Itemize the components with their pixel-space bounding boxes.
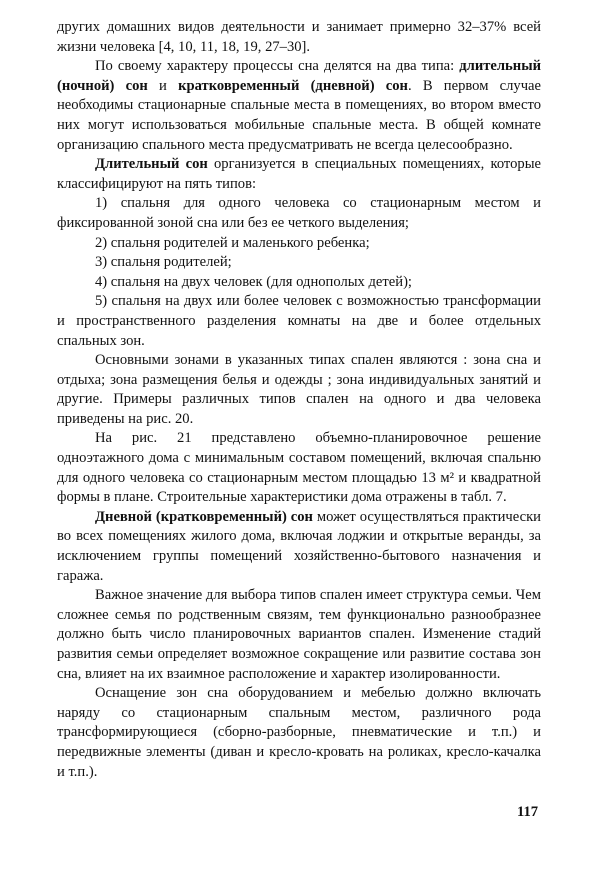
bold-term: длительный (ночной) сон bbox=[57, 58, 541, 94]
paragraph bbox=[57, 351, 541, 429]
text-run: Важное значение для выбора типов спален имеет структура семьи. Чем сложнее семья по родственным связям, тем функционально разнообразнее должно быть число планировочных вариантов спален. Изменение стадий развития семьи определяет возможное сокращение или развитие состава зон сна, влияет на их взаимное расположение и характер изолированности. bbox=[57, 587, 541, 682]
list-item bbox=[57, 292, 541, 351]
paragraph bbox=[57, 57, 541, 155]
bold-term: Дневной (кратковременный) сон bbox=[95, 508, 313, 525]
text-run: По своему характеру процессы сна делятся на два типа: bbox=[95, 58, 460, 75]
paragraph bbox=[57, 155, 541, 194]
list-item bbox=[57, 273, 541, 293]
page-number: 117 bbox=[517, 804, 539, 820]
text-run: 4) спальня на двух человек (для однополых детей); bbox=[95, 273, 412, 290]
text-run: Оснащение зон сна оборудованием и мебелью должно включать наряду со стационарным спальным местом, различного рода трансформирующиеся (сборно-разборные, пневматические и т.п.) и передвижные элементы (диван и кресло-кровать на роликах, кресло-качалка и т.п.). bbox=[57, 685, 541, 780]
paragraph bbox=[57, 429, 541, 507]
bold-term: кратковременный (дневной) сон bbox=[178, 77, 408, 94]
text-run: организуется в специальных помещениях, которые классифицируют на пять типов: bbox=[57, 156, 541, 192]
text-run: 2) спальня родителей и маленького ребенка; bbox=[95, 234, 370, 251]
text-run: и bbox=[147, 77, 179, 94]
document-page bbox=[57, 18, 541, 782]
paragraph bbox=[57, 508, 541, 586]
paragraph bbox=[57, 684, 541, 782]
text-run: Основными зонами в указанных типах спален являются : зона сна и отдыха; зона размещения белья и одежды ; зона индивидуальных занятий и другие. Примеры различных типов спален на одного и два человека приведены на рис. 20. bbox=[57, 352, 541, 427]
bold-term: Длительный сон bbox=[95, 156, 208, 173]
list-item bbox=[57, 253, 541, 273]
text-run: 1) спальня для одного человека со стационарным местом и фиксированной зоной сна или без ее четкого выделения; bbox=[57, 195, 541, 231]
list-item bbox=[57, 194, 541, 233]
text-run: На рис. 21 представлено объемно-планировочное решение одноэтажного дома с минимальным составом помещений, включая спальню для одного человека со стационарным местом площадью 13 м² и квадратной формы в плане. Строительные характеристики дома отражены в табл. 7. bbox=[57, 430, 541, 506]
text-run: может осуществляться практически во всех помещениях жилого дома, включая лоджии и открытые веранды, за исключением группы помещений хозяйственно-бытового назначения и гаража. bbox=[57, 508, 541, 584]
text-run: 5) спальня на двух или более человек с возможностью трансформации и пространственного разделения комнаты на две и более отдельных спальных зон. bbox=[57, 293, 541, 349]
paragraph bbox=[57, 18, 541, 57]
list-item bbox=[57, 234, 541, 254]
paragraph bbox=[57, 586, 541, 684]
text-run: 3) спальня родителей; bbox=[95, 254, 232, 271]
text-run: . В первом случае необходимы стационарные спальные места в помещениях, во втором вместо них могут использоваться мобильные спальные места. В общей комнате организацию спального места предусматривать не всегда целесообразно. bbox=[57, 77, 541, 153]
text-run: других домашних видов деятельности и занимает примерно 32–37% всей жизни человека [4, 10, 11, 18, 19, 27–30]. bbox=[57, 19, 541, 55]
